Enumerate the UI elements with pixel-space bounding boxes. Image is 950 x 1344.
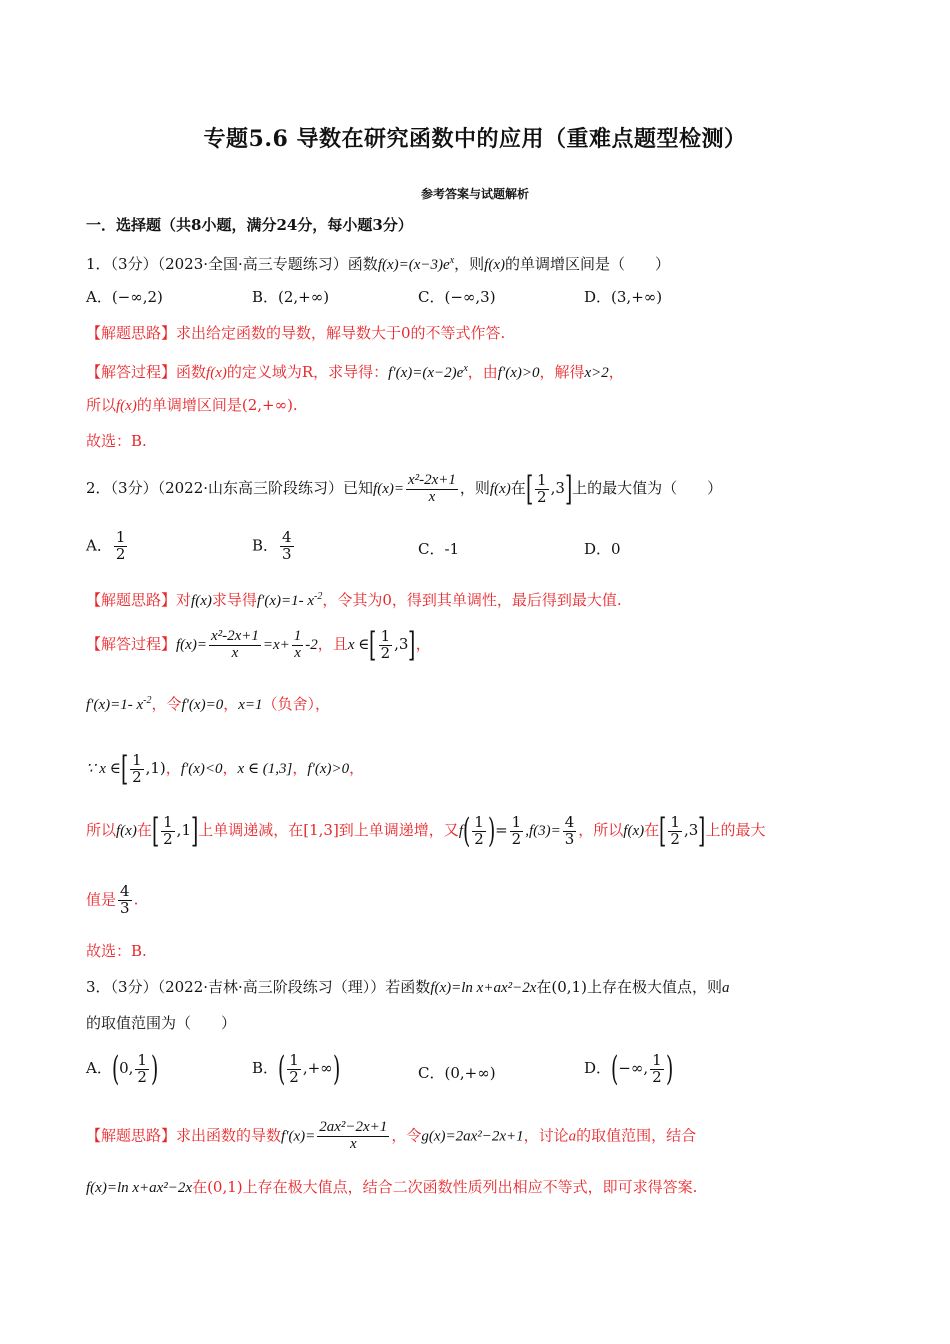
q2-option-a: A． $\frac{1}{2}$: [86, 528, 126, 563]
q2-stem: 2．（3分）（2022·山东高三阶段练习）已知f(x)= $\frac{\text{x²-2x+1}}{x}$ ，则f(x)在[ $\frac{1}{2}$ ,3]上的最大值为（ ）: [86, 469, 723, 509]
q1-idea: 【解题思路】求出给定函数的导数，解导数大于0的不等式作答.: [86, 324, 506, 342]
q3-option-d: D．(−∞, $\frac{1}{2}$ ): [584, 1049, 673, 1089]
q2-option-b: B． $\frac{4}{3}$: [252, 528, 292, 563]
q1-option-c: C．(−∞,3): [418, 288, 496, 306]
section-heading: 一．选择题（共8小题，满分24分，每小题3分）: [86, 216, 413, 234]
q1-process-line2: 所以f(x)的单调增区间是(2,+∞).: [86, 396, 298, 414]
q2-option-d: D．0: [584, 540, 621, 558]
q1-option-a: A．(−∞,2): [86, 288, 163, 306]
q2-answer: 故选：B.: [86, 942, 147, 960]
q1-stem: 1．（3分）（2023·全国·高三专题练习）函数$f(x)=(x-3)e^x$，则f(x)的单调增区间是（ ）: [86, 255, 670, 273]
q1-option-b: B．(2,+∞): [252, 288, 330, 306]
q2-process-line4: ∵ x ∈[ $\frac{1}{2}$ ,1)，f′(x)<0，x ∈ (1,3]，f′(x)>0，: [86, 749, 365, 789]
q3-idea-line2: f(x)=ln x+ax²−2x在(0,1)上存在极大值点，结合二次函数性质列出相应不等式，即可求得答案.: [86, 1178, 698, 1196]
q3-option-c: C．(0,+∞): [418, 1064, 496, 1082]
q3-option-a: A．(0, $\frac{1}{2}$ ): [86, 1049, 159, 1089]
q2-stem-fraction: $\frac{\text{x²-2x+1}}{x}$: [407, 471, 456, 505]
q1-option-d: D．(3,+∞): [584, 288, 663, 306]
q2-process-line3: f′(x)=1- $x^{-2}$，令f′(x)=0，x=1（负舍），: [86, 695, 331, 713]
q2-process-line5: 所以f(x)在[ $\frac{1}{2}$ ,1]上单调递减，在[1,3]到上单调递增，又f( $\frac{1}{2}$ )= $\frac{1}{2}$ ,f(3)= $\frac{4}{3}$ ，所以f(x)在[ $\frac{1}{2}$ ,3]上的最大: [86, 811, 766, 851]
q2-process: 【解答过程】f(x)= $\frac{\text{x²-2x+1}}{x}$ =x+ $\frac{1}{x}$ -2，且x ∈[ $\frac{1}{2}$ ,3]，: [86, 625, 431, 665]
q3-stem-line2: 的取值范围为（ ）: [86, 1014, 237, 1032]
q3-idea: 【解题思路】求出函数的导数f′(x)= $\frac{\text{2ax²−2x+1}}{x}$ ，令g(x)=2ax²−2x+1，讨论a的取值范围，结合: [86, 1119, 697, 1152]
q2-process-line6: 值是 $\frac{4}{3}$ .: [86, 882, 139, 917]
q1-process: 【解答过程】函数f(x)的定义域为R，求导得：$f'(x)=(x-2)e^x$，由f′(x)>0，解得x>2，: [86, 363, 624, 381]
page-subtitle: 参考答案与试题解析: [420, 187, 529, 201]
q1-answer: 故选：B.: [86, 432, 147, 450]
q2-option-c: C．-1: [418, 540, 460, 558]
q3-option-b: B．( $\frac{1}{2}$ ,+∞): [252, 1049, 340, 1089]
q3-stem: 3．（3分）（2022·吉林·高三阶段练习（理））若函数f(x)=ln x+ax²−2x在(0,1)上存在极大值点，则a: [86, 978, 730, 996]
q2-idea: 【解题思路】对f(x)求导得f′(x)=1- $x^{-2}$，令其为0，得到其单调性，最后得到最大值.: [86, 591, 622, 609]
page-title: 专题5.6 导数在研究函数中的应用（重难点题型检测）: [203, 126, 747, 152]
